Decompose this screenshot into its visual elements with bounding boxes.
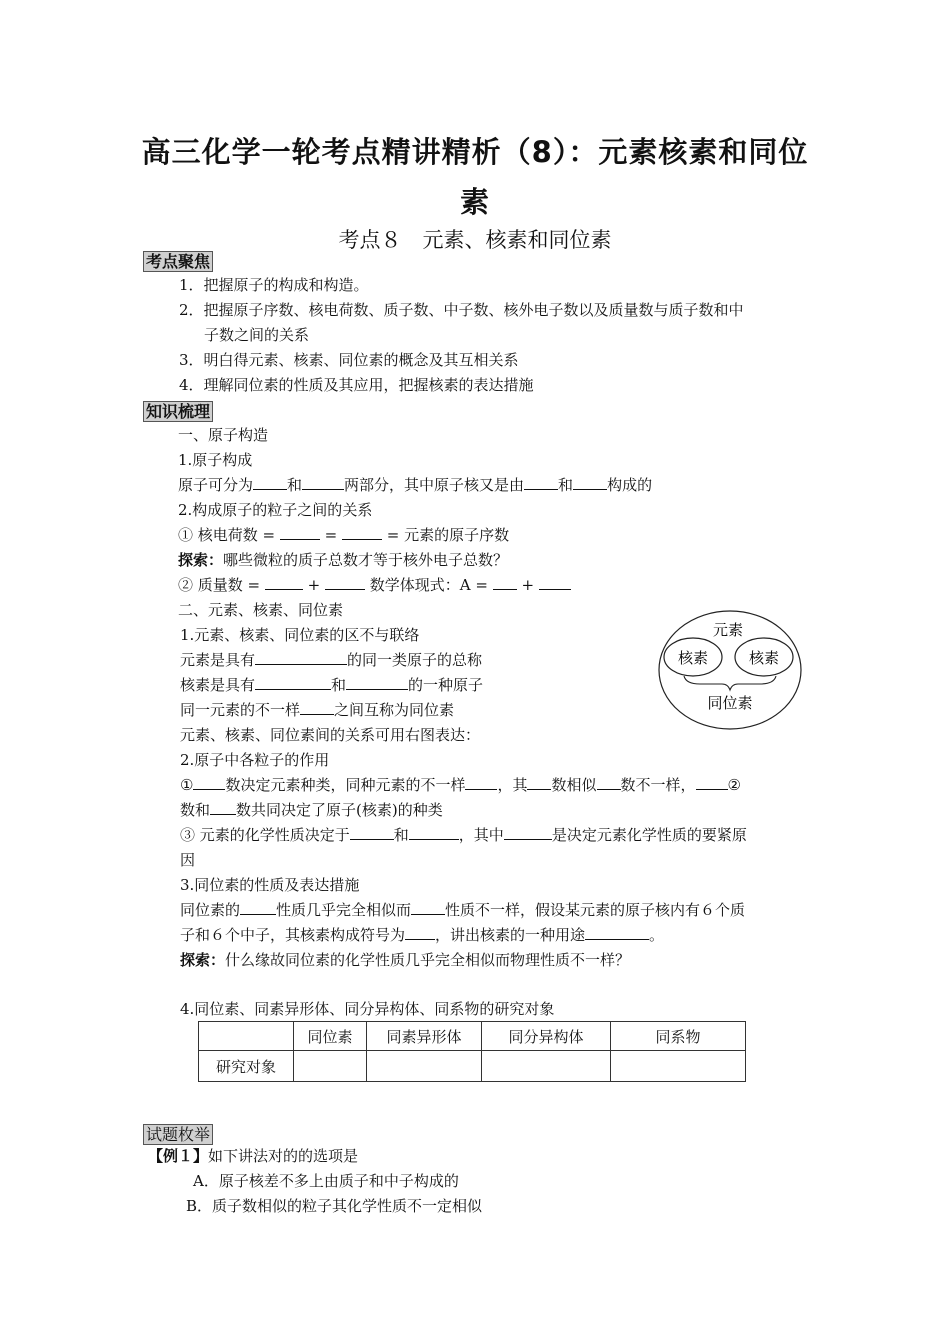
explore-question-2: 探索：什么缘故同位素的化学性质几乎完全相似而物理性质不一样？ [180, 951, 631, 969]
table-row-label: 研究对象 [199, 1051, 294, 1082]
diagram-reference-text: 元素、核素、同位素间的关系可用右图表达： [180, 726, 481, 744]
fill-line-atom-parts: 原子可分为 和 两部分，其中原子核又是由 和 构成的 [178, 476, 653, 494]
blank[interactable] [524, 475, 558, 490]
table-cell[interactable] [611, 1051, 746, 1082]
fill-line-roles-1: ① 数决定元素种类，同种元素的不一样 ，其 数相似 数不一样， ② [180, 776, 741, 794]
blank[interactable] [300, 700, 334, 715]
table-header-row [199, 1022, 746, 1051]
fill-line-isotope-1: 同位素的 性质几乎完全相似而 性质不一样，假设某元素的原子核内有６个质 [180, 901, 746, 919]
blank[interactable] [411, 900, 445, 915]
blank[interactable] [255, 650, 347, 665]
explore-question-1: 探索：哪些微粒的质子总数才等于核外电子总数？ [178, 551, 509, 569]
blank[interactable] [409, 825, 459, 840]
fill-line-nuclear-charge: ① 核电荷数 = = = 元素的原子序数 [178, 526, 510, 544]
blank[interactable] [350, 825, 394, 840]
blank[interactable] [280, 525, 320, 540]
blank[interactable] [240, 900, 276, 915]
focus-item: 1．把握原子的构成和构造。 [179, 276, 369, 294]
blank[interactable] [346, 675, 408, 690]
focus-item: 子数之间的关系 [204, 326, 310, 344]
blank[interactable] [597, 775, 621, 790]
focus-item: 2．把握原子序数、核电荷数、质子数、中子数、核外电子数以及质量数与质子数和中 [179, 301, 744, 319]
fill-line-roles-3: ③ 元素的化学性质决定于 和 ，其中 是决定元素化学性质的要紧原 [180, 826, 747, 844]
diagram-label-nuclide-left: 核素 [677, 649, 709, 667]
fill-line-nuclide-def: 核素是具有 和 的一种原子 [180, 676, 484, 694]
section-examples-heading: 试题枚举 [143, 1124, 213, 1145]
heading-atom-composition: 1.原子构成 [178, 451, 253, 469]
page-subtitle: 考点８ 元素、核素和同位素 [338, 228, 612, 252]
diagram-label-nuclide-right: 核素 [748, 649, 780, 667]
heading-atom-structure: 一、原子构造 [178, 426, 269, 444]
heading-particle-relation: 2.构成原子的粒子之间的关系 [178, 501, 373, 519]
heading-distinction: 1.元素、核素、同位素的区不与联络 [180, 626, 420, 644]
fill-line-element-def: 元素是具有 的同一类原子的总称 [180, 651, 483, 669]
research-object-table [198, 1021, 746, 1082]
table-row [199, 1051, 746, 1082]
blank[interactable] [405, 925, 435, 940]
table-header-cell: 同位素 [294, 1022, 367, 1051]
fill-line-isotope-2: 子和６个中子，其核素构成符号为 ，讲出核素的一种用途 。 [180, 926, 665, 944]
section-knowledge-heading: 知识梳理 [143, 401, 213, 422]
page-title-line1: 高三化学一轮考点精讲精析（8）：元素核素和同位 [141, 135, 809, 169]
table-cell[interactable] [294, 1051, 367, 1082]
blank[interactable] [696, 775, 728, 790]
blank[interactable] [573, 475, 607, 490]
diagram-label-isotope: 同位素 [707, 694, 753, 712]
fill-line-mass-number: ② 质量数 = + 数学体现式：A = + [178, 575, 571, 595]
heading-element-nuclide-isotope: 二、元素、核素、同位素 [178, 601, 344, 619]
page-title-line2: 素 [459, 185, 490, 219]
roles-continuation: 因 [180, 851, 196, 869]
heading-isotope-properties: 3.同位素的性质及表达措施 [180, 876, 360, 894]
focus-item: 3．明白得元素、核素、同位素的概念及其互相关系 [179, 351, 519, 369]
blank[interactable] [585, 925, 649, 940]
example-1-option-b: B．质子数相似的粒子其化学性质不一定相似 [186, 1197, 483, 1215]
isotope-brace [684, 676, 776, 690]
table-header-cell [199, 1022, 294, 1051]
blank[interactable] [527, 775, 551, 790]
relation-diagram [656, 608, 806, 732]
focus-item: 4．理解同位素的性质及其应用，把握核素的表达措施 [179, 376, 534, 394]
blank[interactable] [493, 575, 517, 590]
diagram-label-element: 元素 [712, 621, 744, 639]
blank[interactable] [302, 475, 344, 490]
blank[interactable] [504, 825, 552, 840]
table-header-cell: 同素异形体 [367, 1022, 482, 1051]
section-focus-heading: 考点聚焦 [143, 251, 213, 272]
blank[interactable] [193, 775, 225, 790]
blank[interactable] [253, 475, 287, 490]
blank[interactable] [210, 800, 236, 815]
table-header-cell: 同分异构体 [482, 1022, 611, 1051]
example-1-question: 【例１】如下讲法对的的选项是 [148, 1147, 359, 1165]
table-cell[interactable] [482, 1051, 611, 1082]
blank[interactable] [265, 575, 303, 590]
blank[interactable] [465, 775, 497, 790]
table-header-cell: 同系物 [611, 1022, 746, 1051]
example-1-option-a: A．原子核差不多上由质子和中子构成的 [193, 1172, 459, 1190]
blank[interactable] [255, 675, 331, 690]
blank[interactable] [325, 575, 365, 590]
blank[interactable] [539, 575, 571, 590]
fill-line-isotope-def: 同一元素的不一样 之间互称为同位素 [180, 701, 455, 719]
heading-particle-roles: 2.原子中各粒子的作用 [180, 751, 330, 769]
fill-line-roles-2: 数和 数共同决定了原子(核素)的种类 [180, 801, 443, 819]
heading-research-objects: 4.同位素、同素异形体、同分异构体、同系物的研究对象 [180, 1000, 555, 1018]
blank[interactable] [342, 525, 382, 540]
table-cell[interactable] [367, 1051, 482, 1082]
